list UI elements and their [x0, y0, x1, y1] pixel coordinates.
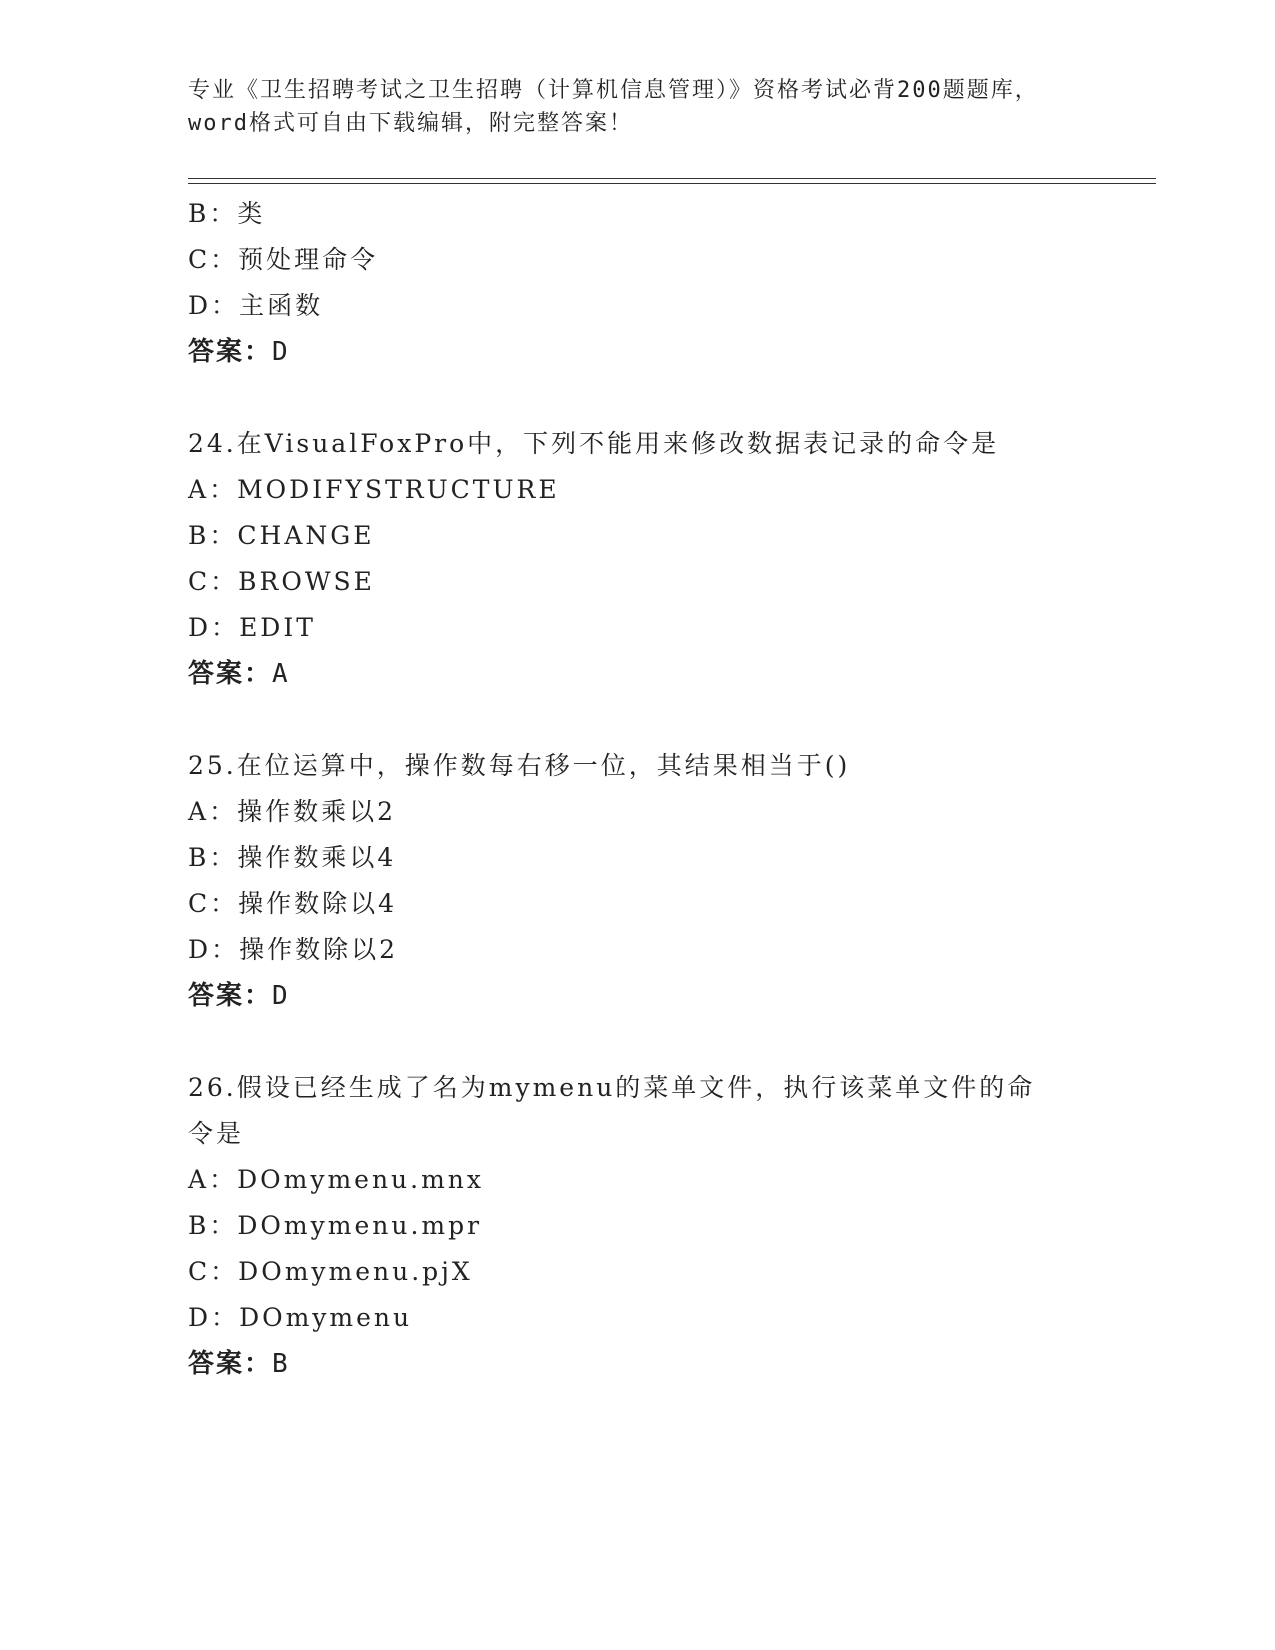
header-line-2: word格式可自由下载编辑，附完整答案！ — [188, 111, 633, 136]
question-block-partial — [188, 191, 1088, 375]
option-separator: ： — [211, 291, 240, 320]
option-text: 操作数乘以2 — [237, 797, 396, 826]
header-divider-bottom — [188, 183, 1156, 184]
option-text: 主函数 — [239, 291, 324, 320]
question-list — [188, 191, 1088, 1387]
option-b — [188, 513, 1088, 559]
header-line-1: 专业《卫生招聘考试之卫生招聘（计算机信息管理）》资格考试必背200题题库， — [188, 78, 1039, 103]
answer-value: B — [272, 1349, 290, 1379]
header-divider-top — [188, 178, 1156, 179]
question-block-25 — [188, 743, 1088, 1019]
question-spacer — [188, 375, 1088, 421]
document-header — [188, 74, 1088, 140]
option-text: DOmymenu — [239, 1303, 413, 1332]
option-separator: ： — [210, 889, 239, 918]
option-letter: B — [188, 843, 210, 872]
option-c — [188, 1249, 1088, 1295]
option-separator: ： — [210, 245, 239, 274]
option-letter: D — [188, 291, 212, 320]
answer-label: 答案： — [188, 337, 273, 367]
question-stem: 25.在位运算中，操作数每右移一位，其结果相当于() — [188, 751, 851, 780]
option-letter: A — [188, 797, 210, 826]
option-a — [188, 1157, 1088, 1203]
option-separator: ： — [209, 1211, 238, 1240]
question-stem: 24.在VisualFoxPro中，下列不能用来修改数据表记录的命令是 — [188, 429, 1000, 458]
option-separator: ： — [211, 1303, 240, 1332]
option-separator: ： — [209, 521, 238, 550]
option-letter: B — [188, 521, 210, 550]
option-b — [188, 1203, 1088, 1249]
answer-line — [188, 329, 1088, 375]
option-d — [188, 605, 1088, 651]
option-letter: C — [188, 1257, 211, 1286]
answer-label: 答案： — [188, 659, 273, 689]
option-separator: ： — [211, 613, 240, 642]
option-text: DOmymenu.mpr — [237, 1211, 483, 1240]
question-block-26 — [188, 1065, 1088, 1387]
option-b — [188, 835, 1088, 881]
question-block-24 — [188, 421, 1088, 697]
option-text: CHANGE — [237, 521, 375, 550]
answer-label: 答案： — [188, 981, 273, 1011]
answer-label: 答案： — [188, 1349, 273, 1379]
answer-value: A — [272, 659, 290, 689]
option-letter: D — [188, 935, 212, 964]
option-b — [188, 191, 1088, 237]
option-separator: ： — [209, 843, 238, 872]
option-letter: C — [188, 889, 211, 918]
option-letter: C — [188, 245, 211, 274]
option-text: DOmymenu.pjX — [238, 1257, 473, 1286]
question-spacer — [188, 1019, 1088, 1065]
option-d — [188, 927, 1088, 973]
option-text: 操作数除以2 — [239, 935, 398, 964]
option-text: 操作数乘以4 — [237, 843, 397, 872]
option-separator: ： — [211, 935, 240, 964]
option-letter: A — [188, 1165, 210, 1194]
option-separator: ： — [210, 567, 239, 596]
answer-value: D — [272, 337, 290, 367]
option-c — [188, 881, 1088, 927]
option-text: 预处理命令 — [238, 245, 379, 274]
option-letter: D — [188, 613, 212, 642]
option-separator: ： — [209, 199, 238, 228]
answer-value: D — [272, 981, 290, 1011]
answer-line — [188, 973, 1088, 1019]
option-letter: B — [188, 1211, 210, 1240]
option-letter: D — [188, 1303, 212, 1332]
option-text: 类 — [237, 199, 266, 228]
option-c — [188, 237, 1088, 283]
question-spacer — [188, 697, 1088, 743]
option-text: BROWSE — [238, 567, 375, 596]
option-separator: ： — [210, 1257, 239, 1286]
option-d — [188, 283, 1088, 329]
option-c — [188, 559, 1088, 605]
option-text: EDIT — [239, 613, 316, 642]
answer-line — [188, 1341, 1088, 1387]
option-d — [188, 1295, 1088, 1341]
option-text: 操作数除以4 — [238, 889, 398, 918]
option-text: MODIFYSTRUCTURE — [237, 475, 560, 504]
option-letter: B — [188, 199, 210, 228]
option-letter: A — [188, 475, 210, 504]
option-text: DOmymenu.mnx — [237, 1165, 485, 1194]
option-letter: C — [188, 567, 211, 596]
option-a — [188, 467, 1088, 513]
option-separator: ： — [209, 1165, 238, 1194]
option-separator: ： — [209, 797, 238, 826]
option-a — [188, 789, 1088, 835]
option-separator: ： — [209, 475, 238, 504]
answer-line — [188, 651, 1088, 697]
question-stem: 26.假设已经生成了名为mymenu的菜单文件，执行该菜单文件的命令是 — [188, 1073, 1036, 1148]
